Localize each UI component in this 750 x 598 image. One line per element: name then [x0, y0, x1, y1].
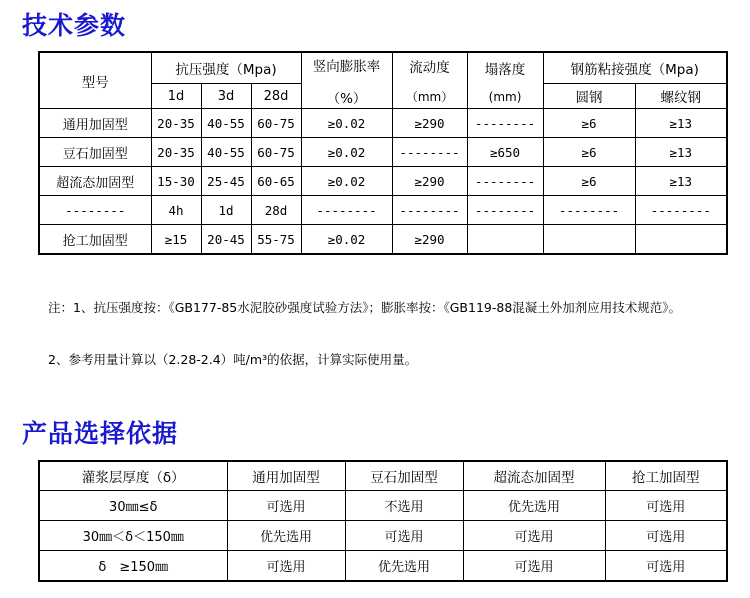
cell-flow: --------	[392, 138, 467, 167]
cell-general: 可选用	[227, 491, 345, 521]
header-bond-round: 圆钢	[543, 84, 635, 109]
header-general: 通用加固型	[227, 461, 345, 491]
cell-28d: 60-75	[251, 109, 301, 138]
cell-super-flow: 优先选用	[463, 491, 605, 521]
cell-thickness: 30㎜＜δ＜150㎜	[39, 521, 227, 551]
cell-super-flow: 可选用	[463, 551, 605, 582]
cell-bond-round: --------	[543, 196, 635, 225]
cell-3d: 40-55	[201, 138, 251, 167]
header-pea-gravel: 豆石加固型	[345, 461, 463, 491]
table-row	[39, 138, 727, 167]
cell-slump: --------	[467, 196, 543, 225]
spec-header-row	[39, 52, 727, 84]
cell-3d: 1d	[201, 196, 251, 225]
selection-section-title: 产品选择依据	[22, 419, 179, 448]
cell-bond-round: ≥6	[543, 138, 635, 167]
note-1: 注：1、抗压强度按：《GB177-85水泥胶砂强度试验方法》；膨胀率按：《GB119-88混凝土外加剂应用技术规范》。	[48, 300, 682, 315]
header-strength: 抗压强度（Mpa)	[151, 52, 301, 84]
cell-slump: --------	[467, 109, 543, 138]
cell-28d: 55-75	[251, 225, 301, 255]
cell-model: 超流态加固型	[39, 167, 151, 196]
cell-model: 豆石加固型	[39, 138, 151, 167]
cell-bond-round: ≥6	[543, 109, 635, 138]
table-row	[39, 491, 727, 521]
cell-1d: 20-35	[151, 109, 201, 138]
header-flow	[392, 52, 467, 109]
header-expansion-label: 竖向膨胀率	[312, 58, 381, 75]
cell-1d: 15-30	[151, 167, 201, 196]
header-expansion	[301, 52, 392, 109]
cell-slump: ≥650	[467, 138, 543, 167]
cell-general: 优先选用	[227, 521, 345, 551]
cell-expansion: ≥0.02	[301, 109, 392, 138]
table-row	[39, 225, 727, 255]
header-model: 型号	[39, 52, 151, 109]
selection-header-row	[39, 461, 727, 491]
header-strength-1d: 1d	[151, 84, 201, 109]
cell-3d: 40-55	[201, 109, 251, 138]
cell-1d: ≥15	[151, 225, 201, 255]
note-2: 2、参考用量计算以（2.28-2.4）吨/m³的依据，计算实际使用量。	[48, 352, 418, 367]
cell-flow: ≥290	[392, 167, 467, 196]
header-expansion-unit: （%）	[326, 90, 367, 107]
header-slump-unit: (mm)	[488, 89, 522, 104]
cell-28d: 60-75	[251, 138, 301, 167]
cell-bond-round: ≥6	[543, 167, 635, 196]
cell-thickness: δ ≥150㎜	[39, 551, 227, 582]
spec-table	[38, 51, 728, 255]
cell-expansion: ≥0.02	[301, 225, 392, 255]
cell-flow: --------	[392, 196, 467, 225]
cell-28d: 28d	[251, 196, 301, 225]
cell-super-flow: 可选用	[463, 521, 605, 551]
cell-bond-thread: --------	[635, 196, 727, 225]
table-row	[39, 109, 727, 138]
table-row	[39, 196, 727, 225]
header-bond: 钢筋粘接强度（Mpa)	[543, 52, 727, 84]
header-flow-unit: （mm）	[405, 90, 454, 104]
cell-pea-gravel: 可选用	[345, 521, 463, 551]
cell-pea-gravel: 优先选用	[345, 551, 463, 582]
table-row	[39, 521, 727, 551]
cell-expansion: ≥0.02	[301, 167, 392, 196]
cell-general: 可选用	[227, 551, 345, 582]
cell-flow: ≥290	[392, 225, 467, 255]
cell-expansion: ≥0.02	[301, 138, 392, 167]
cell-rush: 可选用	[605, 521, 727, 551]
cell-rush: 可选用	[605, 491, 727, 521]
cell-bond-thread: ≥13	[635, 167, 727, 196]
cell-bond-thread: ≥13	[635, 109, 727, 138]
cell-model: 通用加固型	[39, 109, 151, 138]
header-slump	[467, 52, 543, 109]
table-row	[39, 551, 727, 582]
cell-pea-gravel: 不选用	[345, 491, 463, 521]
header-strength-28d: 28d	[251, 84, 301, 109]
cell-bond-thread	[635, 225, 727, 255]
cell-1d: 20-35	[151, 138, 201, 167]
cell-slump	[467, 225, 543, 255]
header-slump-label: 塌落度	[484, 61, 526, 78]
cell-model: 抢工加固型	[39, 225, 151, 255]
cell-3d: 20-45	[201, 225, 251, 255]
cell-thickness: 30㎜≤δ	[39, 491, 227, 521]
cell-slump: --------	[467, 167, 543, 196]
selection-table	[38, 460, 728, 582]
cell-flow: ≥290	[392, 109, 467, 138]
spec-section-title: 技术参数	[22, 11, 127, 40]
header-rush: 抢工加固型	[605, 461, 727, 491]
cell-model: --------	[39, 196, 151, 225]
cell-bond-thread: ≥13	[635, 138, 727, 167]
cell-1d: 4h	[151, 196, 201, 225]
cell-expansion: --------	[301, 196, 392, 225]
header-flow-label: 流动度	[409, 60, 450, 76]
cell-bond-round	[543, 225, 635, 255]
cell-3d: 25-45	[201, 167, 251, 196]
header-strength-3d: 3d	[201, 84, 251, 109]
header-super-flow: 超流态加固型	[463, 461, 605, 491]
table-row	[39, 167, 727, 196]
header-bond-thread: 螺纹钢	[635, 84, 727, 109]
cell-rush: 可选用	[605, 551, 727, 582]
header-thickness: 灌浆层厚度（δ）	[39, 461, 227, 491]
cell-28d: 60-65	[251, 167, 301, 196]
